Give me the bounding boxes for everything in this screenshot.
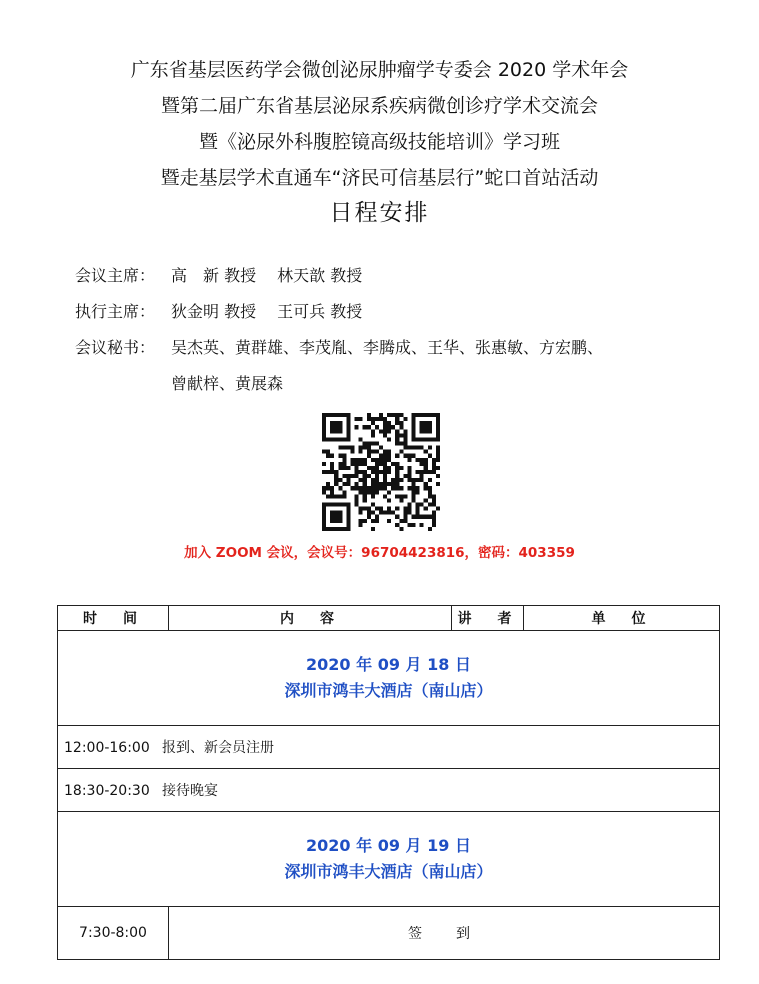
secretary-row <box>75 330 695 366</box>
exec-chair-label: 执行主席： <box>75 302 156 321</box>
secretary-value-line2: 曾献梓、黄展森 <box>171 374 284 393</box>
table-row <box>58 769 720 812</box>
title-line-3: 暨《泌尿外科腹腔镜高级技能培训》学习班 <box>198 131 560 153</box>
row-time: 18:30-20:30 <box>64 783 150 799</box>
day-venue: 深圳市鸿丰大酒店（南山店） <box>284 681 493 700</box>
table-cell <box>58 726 720 769</box>
qr-code-icon <box>322 413 440 531</box>
secretary-value-line1: 吴杰英、黄群雄、李茂胤、李腾成、王华、张惠敏、方宏鹏、 <box>171 338 604 357</box>
header-unit: 单 位 <box>524 606 720 631</box>
day-header-cell <box>58 631 720 726</box>
row-activity: 报到、新会员注册 <box>162 740 274 756</box>
day-header-row <box>58 631 720 726</box>
header-content: 内 容 <box>169 606 452 631</box>
zoom-meeting-note: 加入 ZOOM 会议，会议号：96704423816，密码：403359 <box>184 545 575 561</box>
chair-value: 高 新 教授 林天歆 教授 <box>171 266 363 285</box>
schedule-title: 日程安排 <box>329 200 430 226</box>
chair-row <box>75 258 695 294</box>
document-header <box>0 52 759 230</box>
secretary-label: 会议秘书： <box>75 338 156 357</box>
day-header-cell <box>58 812 720 907</box>
day-date: 2020 年 09 月 19 日 <box>306 836 471 855</box>
day-venue: 深圳市鸿丰大酒店（南山店） <box>284 862 493 881</box>
header-time: 时 间 <box>58 606 169 631</box>
table-row <box>58 726 720 769</box>
exec-chair-row <box>75 294 695 330</box>
exec-chair-value: 狄金明 教授 王可兵 教授 <box>171 302 363 321</box>
schedule-table <box>57 605 720 960</box>
table-row <box>58 907 720 960</box>
row-time: 7:30-8:00 <box>58 907 169 960</box>
row-activity: 接待晚宴 <box>162 783 218 799</box>
table-header-row <box>58 606 720 631</box>
staff-list <box>75 258 695 402</box>
day-header-row <box>58 812 720 907</box>
title-line-1: 广东省基层医药学会微创泌尿肿瘤学专委会 2020 学术年会 <box>130 59 629 81</box>
row-activity: 签 到 <box>169 907 720 960</box>
title-line-4: 暨走基层学术直通车“济民可信基层行”蛇口首站活动 <box>160 167 599 189</box>
table-cell <box>58 769 720 812</box>
row-time: 12:00-16:00 <box>64 740 150 756</box>
chair-label: 会议主席： <box>75 266 156 285</box>
day-date: 2020 年 09 月 18 日 <box>306 655 471 674</box>
title-line-2: 暨第二届广东省基层泌尿系疾病微创诊疗学术交流会 <box>160 95 598 117</box>
header-speaker: 讲 者 <box>452 606 524 631</box>
